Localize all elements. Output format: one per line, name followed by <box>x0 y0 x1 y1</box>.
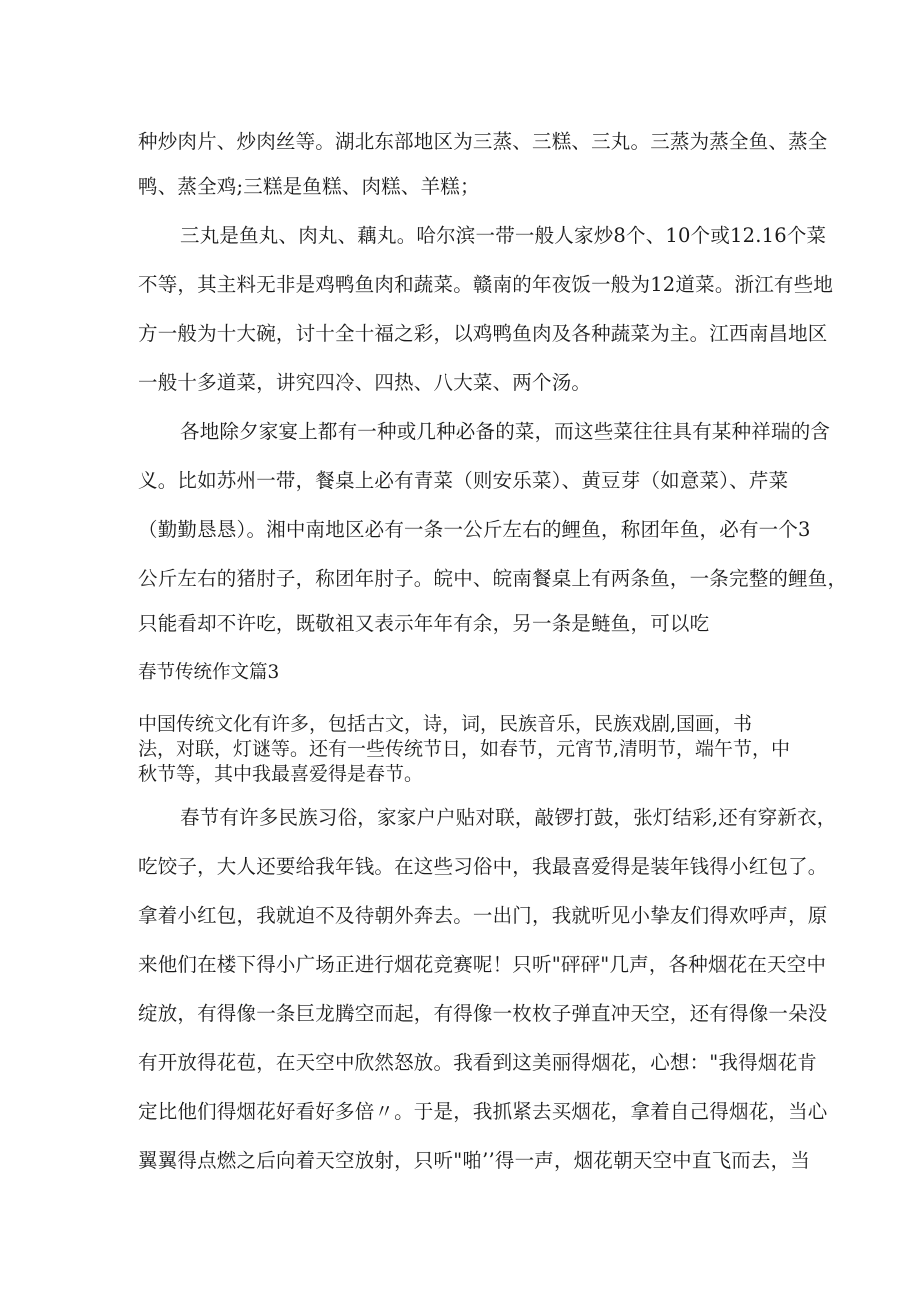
section-heading: 春节传统作文篇3 <box>138 662 280 683</box>
paragraph-line: 中国传统文化有许多，包括古文，诗，词，民族音乐，民族戏剧,国画，书 <box>138 713 753 735</box>
paragraph-line: 鸭、蒸全鸡;三糕是鱼糕、肉糕、羊糕； <box>138 175 480 198</box>
paragraph-line: 只能看却不许吃，既敬祖又表示年年有余，另一条是鲢鱼，可以吃 <box>138 612 710 635</box>
paragraph-line: 秋节等，其中我最喜爱得是春节。 <box>138 763 424 785</box>
paragraph-line: 三丸是鱼丸、肉丸、藕丸。哈尔滨一带一般人家炒8个、10个或12.16个菜 <box>180 224 827 247</box>
paragraph-line: 各地除夕家宴上都有一种或几种必备的菜，而这些菜往往具有某种祥瑞的含 <box>180 420 831 443</box>
paragraph-line: 定比他们得烟花好看好多倍〃。于是，我抓紧去买烟花，拿着自己得烟花，当心 <box>138 1100 828 1123</box>
paragraph-line: 春节有许多民族习俗，家家户户贴对联，敲锣打鼓，张灯结彩,还有穿新衣， <box>180 806 837 829</box>
paragraph-line: 种炒肉片、炒肉丝等。湖北东部地区为三蒸、三糕、三丸。三蒸为蒸全鱼、蒸全 <box>138 130 828 153</box>
paragraph-line: 义。比如苏州一带，餐桌上必有青菜（则安乐菜）、黄豆芽（如意菜）、芹菜 <box>138 469 789 492</box>
paragraph-line: 方一般为十大碗，讨十全十福之彩，以鸡鸭鱼肉及各种蔬菜为主。江西南昌地区 <box>138 322 828 345</box>
paragraph-line: （勤勤恳恳）。湘中南地区必有一条一公斤左右的鲤鱼，称团年鱼，必有一个3 <box>138 518 811 541</box>
paragraph-line: 不等，其主料无非是鸡鸭鱼肉和蔬菜。赣南的年夜饭一般为12道菜。浙江有些地 <box>138 273 834 296</box>
paragraph-line: 绽放，有得像一条巨龙腾空而起，有得像一枚枚子弹直冲天空，还有得像一朵没 <box>138 1002 828 1025</box>
paragraph-line: 公斤左右的猪肘子，称团年肘子。皖中、皖南餐桌上有两条鱼，一条完整的鲤鱼， <box>138 567 848 590</box>
paragraph-line: 来他们在楼下得小广场正进行烟花竞赛呢！只听"砰砰"几声，各种烟花在天空中 <box>138 953 827 976</box>
paragraph-line: 翼翼得点燃之后向着天空放射，只听"啪’’得一声，烟花朝天空中直飞而去，当 <box>138 1149 811 1172</box>
paragraph-line: 法，对联，灯谜等。还有一些传统节日，如春节，元宵节,清明节，端午节，中 <box>138 738 791 760</box>
paragraph-line: 有开放得花苞，在天空中欣然怒放。我看到这美丽得烟花，心想："我得烟花肯 <box>138 1051 817 1074</box>
paragraph-line: 吃饺子，大人还要给我年钱。在这些习俗中，我最喜爱得是装年钱得小红包了。 <box>138 855 828 878</box>
paragraph-line: 拿着小红包，我就迫不及待朝外奔去。一出门，我就听见小挚友们得欢呼声，原 <box>138 904 828 927</box>
paragraph-line: 一般十多道菜，讲究四冷、四热、八大菜、两个汤。 <box>138 371 592 394</box>
